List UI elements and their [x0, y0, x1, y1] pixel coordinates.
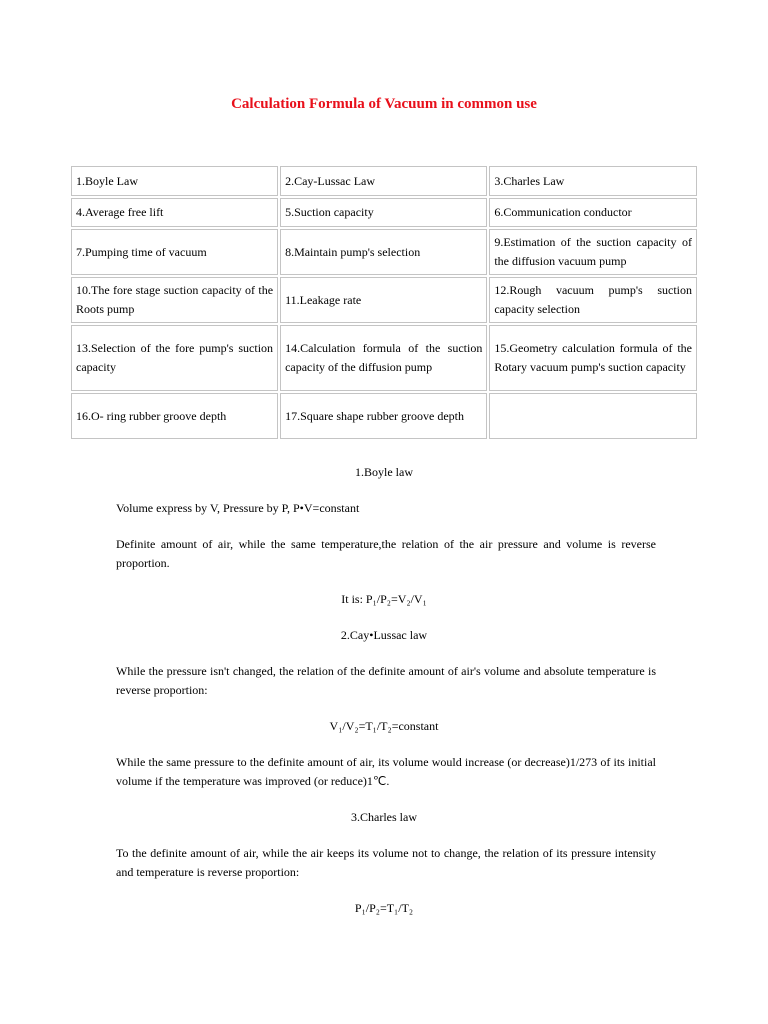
table-cell: 11.Leakage rate — [280, 277, 487, 323]
paragraph: While the pressure isn't changed, the relation of the definite amount of air's volume and absolute temperature is reverse proportion: — [116, 664, 656, 697]
table-cell: 9.Estimation of the suction capacity of the diffusion vacuum pump — [489, 229, 697, 275]
table-cell: 16.O- ring rubber groove depth — [71, 393, 278, 439]
paragraph: Volume express by V, Pressure by P, P•V=constant — [116, 501, 360, 515]
table-cell: 6.Communication conductor — [489, 198, 697, 227]
table-cell: 17.Square shape rubber groove depth — [280, 393, 487, 439]
section-heading-charles: 3.Charles law — [351, 810, 417, 824]
table-cell: 12.Rough vacuum pump's suction capacity selection — [489, 277, 697, 323]
table-row — [71, 229, 697, 275]
table-cell: 8.Maintain pump's selection — [280, 229, 487, 275]
table-cell: 2.Cay-Lussac Law — [280, 166, 487, 196]
table-cell: 13.Selection of the fore pump's suction capacity — [71, 325, 278, 391]
table-cell: 14.Calculation formula of the suction capacity of the diffusion pump — [280, 325, 487, 391]
table-cell: 4.Average free lift — [71, 198, 278, 227]
section-heading-boyle: 1.Boyle law — [355, 465, 413, 479]
paragraph: While the same pressure to the definite amount of air, its volume would increase (or decrease)1/273 of its initial volume if the temperature was improved (or reduce)1℃. — [116, 755, 656, 788]
table-row — [71, 166, 697, 196]
table-cell: 7.Pumping time of vacuum — [71, 229, 278, 275]
table-cell: 15.Geometry calculation formula of the Rotary vacuum pump's suction capacity — [489, 325, 697, 391]
paragraph: To the definite amount of air, while the air keeps its volume not to change, the relation of its pressure intensity and temperature is reverse proportion: — [116, 846, 656, 879]
formula: P₁/P₂=T₁/T₂ — [354, 901, 414, 915]
table-cell: 3.Charles Law — [489, 166, 697, 196]
table-cell: 5.Suction capacity — [280, 198, 487, 227]
table-row — [71, 277, 697, 323]
formula: It is: P₁/P₂=V₂/V₁ — [341, 592, 427, 606]
section-heading-cay-lussac: 2.Cay•Lussac law — [340, 628, 428, 642]
table-cell: 10.The fore stage suction capacity of the Roots pump — [71, 277, 278, 323]
table-cell: 1.Boyle Law — [71, 166, 278, 196]
table-cell — [489, 393, 697, 439]
document-title: Calculation Formula of Vacuum in common use — [231, 96, 537, 112]
table-row — [71, 325, 697, 391]
contents-table — [69, 164, 699, 441]
formula: V₁/V₂=T₁/T₂=constant — [329, 719, 439, 733]
paragraph: Definite amount of air, while the same temperature,the relation of the air pressure and volume is reverse proportion. — [116, 537, 656, 570]
table-row — [71, 198, 697, 227]
table-row — [71, 393, 697, 439]
